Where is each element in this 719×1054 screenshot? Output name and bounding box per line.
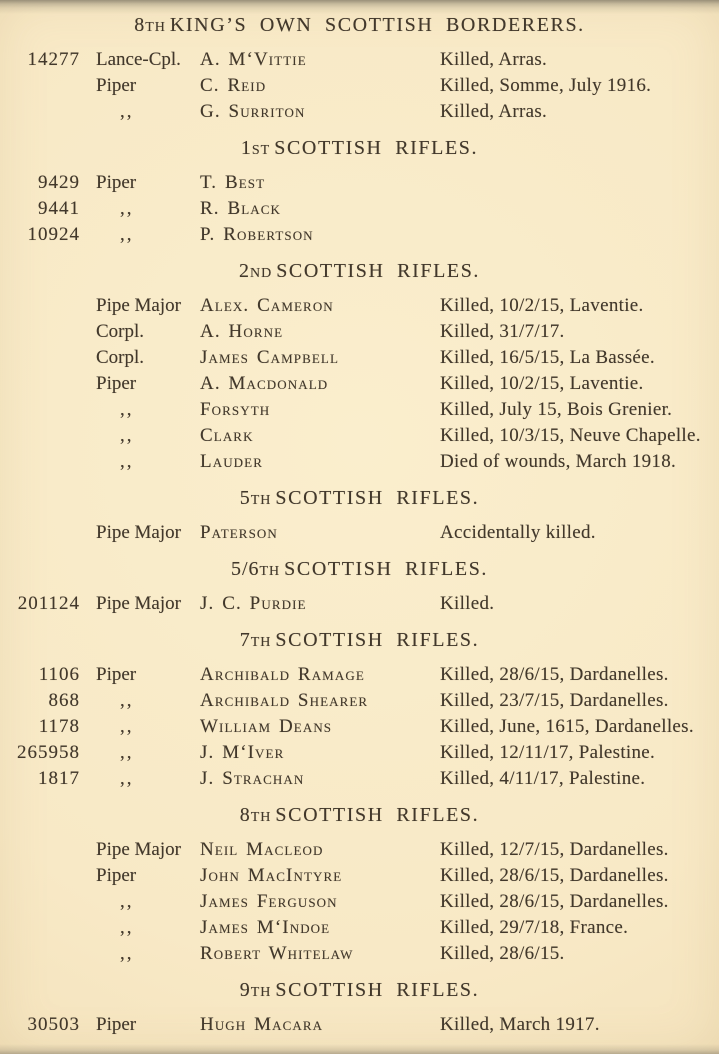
soldier-name: J. M‘Iver (200, 742, 285, 763)
soldier-name: J. Strachan (200, 768, 305, 789)
fate: Killed, July 15, Bois Grenier. (440, 399, 673, 420)
fate: Killed, 16/5/15, La Bassée. (440, 347, 655, 368)
regiment-section (0, 12, 719, 125)
rank: ,, (120, 425, 134, 446)
regiment-section (0, 977, 719, 1038)
roll-row (0, 319, 719, 345)
soldier-name: T. Best (200, 172, 266, 193)
roll-row (0, 915, 719, 941)
regiment-heading (0, 258, 719, 284)
regiment-section (0, 485, 719, 546)
service-number: 868 (48, 690, 80, 711)
regiment-title: SCOTTISH RIFLES. (275, 979, 480, 1001)
roll-row (0, 449, 719, 475)
rank: Pipe Major (96, 593, 181, 614)
fate: Killed, 28/6/15, Dardanelles. (440, 891, 669, 912)
soldier-name: Robert Whitelaw (200, 943, 354, 964)
fate: Killed, March 1917. (440, 1014, 600, 1035)
regiment-heading (0, 977, 719, 1003)
soldier-name: James M‘Indoe (200, 917, 331, 938)
service-number: 1817 (38, 768, 80, 789)
soldier-name: James Campbell (200, 347, 340, 368)
soldier-name: Lauder (200, 451, 263, 472)
rank: Piper (96, 75, 137, 96)
regiment-heading (0, 556, 719, 582)
soldier-name: James Ferguson (200, 891, 338, 912)
soldier-name: Alex. Cameron (200, 295, 334, 316)
rank: Corpl. (96, 321, 145, 342)
service-number: 1106 (38, 664, 80, 685)
fate: Killed, 31/7/17. (440, 321, 565, 342)
regiment-ordinal: 2nd (238, 260, 273, 282)
rank: ,, (120, 198, 134, 219)
roll-row (0, 345, 719, 371)
roll-row (0, 397, 719, 423)
service-number: 14277 (27, 49, 80, 70)
rank: Pipe Major (96, 295, 181, 316)
soldier-name: Hugh Macara (200, 1014, 324, 1035)
regiment-title: SCOTTISH RIFLES. (275, 629, 480, 651)
service-number: 9441 (38, 198, 80, 219)
rank: ,, (120, 742, 134, 763)
roll-row (0, 423, 719, 449)
fate: Killed, 28/6/15. (440, 943, 565, 964)
roll-row (0, 47, 719, 73)
soldier-name: A. Macdonald (200, 373, 329, 394)
regiment-section (0, 556, 719, 617)
rank: Piper (96, 373, 137, 394)
rank: ,, (120, 690, 134, 711)
fate: Killed, Somme, July 1916. (440, 75, 652, 96)
regiment-title: SCOTTISH RIFLES. (274, 137, 479, 159)
roll-row (0, 662, 719, 688)
soldier-name: Clark (200, 425, 254, 446)
regiment-heading (0, 802, 719, 828)
fate: Killed, Arras. (440, 49, 548, 70)
soldier-name: Neil Macleod (200, 839, 324, 860)
roll-row (0, 766, 719, 792)
soldier-name: John MacIntyre (200, 865, 343, 886)
fate: Killed, 12/7/15, Dardanelles. (440, 839, 669, 860)
regiment-title: KING’S OWN SCOTTISH BORDERERS. (169, 14, 585, 36)
regiment-section (0, 135, 719, 248)
rank: Piper (96, 1014, 137, 1035)
rank: Corpl. (96, 347, 145, 368)
roll-row (0, 371, 719, 397)
fate: Killed, June, 1615, Dardanelles. (440, 716, 694, 737)
fate: Killed, 10/2/15, Laventie. (440, 295, 644, 316)
rank: ,, (120, 451, 134, 472)
roll-row (0, 520, 719, 546)
regiment-section (0, 802, 719, 967)
roll-row (0, 170, 719, 196)
rank: Lance-Cpl. (96, 49, 181, 70)
roll-row (0, 941, 719, 967)
rank: Pipe Major (96, 839, 181, 860)
fate: Killed, 10/3/15, Neuve Chapelle. (440, 425, 701, 446)
regiment-ordinal: 9th (239, 979, 272, 1001)
roll-row (0, 222, 719, 248)
service-number: 265958 (17, 742, 80, 763)
regiment-section (0, 627, 719, 792)
fate: Killed, 29/7/18, France. (440, 917, 629, 938)
fate: Accidentally killed. (440, 522, 596, 543)
roll-row (0, 688, 719, 714)
rank: ,, (120, 399, 134, 420)
regiment-heading (0, 485, 719, 511)
regiment-heading (0, 135, 719, 161)
service-number: 30503 (27, 1014, 80, 1035)
rank: Piper (96, 865, 137, 886)
rank: Pipe Major (96, 522, 181, 543)
soldier-name: G. Surriton (200, 101, 306, 122)
fate: Killed. (440, 593, 495, 614)
regiment-heading (0, 627, 719, 653)
rank: ,, (120, 768, 134, 789)
roll-row (0, 293, 719, 319)
soldier-name: A. Horne (200, 321, 284, 342)
service-number: 201124 (17, 593, 80, 614)
rank: ,, (120, 224, 134, 245)
fate: Killed, 12/11/17, Palestine. (440, 742, 656, 763)
fate: Killed, 10/2/15, Laventie. (440, 373, 644, 394)
roll-row (0, 99, 719, 125)
fate: Killed, 4/11/17, Palestine. (440, 768, 646, 789)
fate: Died of wounds, March 1918. (440, 451, 677, 472)
regiment-ordinal: 5th (239, 487, 272, 509)
service-number: 10924 (27, 224, 80, 245)
regiment-ordinal: 5/6th (230, 558, 281, 580)
soldier-name: R. Black (200, 198, 282, 219)
rank: ,, (120, 101, 134, 122)
fate: Killed, 28/6/15, Dardanelles. (440, 664, 669, 685)
regiment-ordinal: 1st (240, 137, 271, 159)
roll-row (0, 740, 719, 766)
regiment-title: SCOTTISH RIFLES. (276, 260, 481, 282)
regiment-ordinal: 8th (239, 804, 272, 826)
roll-row (0, 1012, 719, 1038)
roll-row (0, 714, 719, 740)
regiment-ordinal: 7th (239, 629, 272, 651)
service-number: 9429 (38, 172, 80, 193)
regiment-title: SCOTTISH RIFLES. (284, 558, 489, 580)
rank: Piper (96, 172, 137, 193)
regiment-heading (0, 12, 719, 38)
roll-row (0, 73, 719, 99)
soldier-name: J. C. Purdie (200, 593, 307, 614)
roll-row (0, 591, 719, 617)
rank: Piper (96, 664, 137, 685)
rank: ,, (120, 891, 134, 912)
fate: Killed, Arras. (440, 101, 548, 122)
roll-row (0, 863, 719, 889)
rank: ,, (120, 917, 134, 938)
rank: ,, (120, 716, 134, 737)
soldier-name: Forsyth (200, 399, 271, 420)
soldier-name: P. Robertson (200, 224, 314, 245)
soldier-name: C. Reid (200, 75, 267, 96)
soldier-name: A. M‘Vittie (200, 49, 307, 70)
regiment-section (0, 258, 719, 475)
soldier-name: Paterson (200, 522, 278, 543)
roll-row (0, 196, 719, 222)
soldier-name: Archibald Shearer (200, 690, 369, 711)
service-number: 1178 (38, 716, 80, 737)
roll-row (0, 837, 719, 863)
rank: ,, (120, 943, 134, 964)
regiment-title: SCOTTISH RIFLES. (275, 804, 480, 826)
fate: Killed, 23/7/15, Dardanelles. (440, 690, 669, 711)
soldier-name: William Deans (200, 716, 333, 737)
fate: Killed, 28/6/15, Dardanelles. (440, 865, 669, 886)
regiment-title: SCOTTISH RIFLES. (275, 487, 480, 509)
regiment-ordinal: 8th (134, 14, 166, 36)
roll-row (0, 889, 719, 915)
soldier-name: Archibald Ramage (200, 664, 365, 685)
